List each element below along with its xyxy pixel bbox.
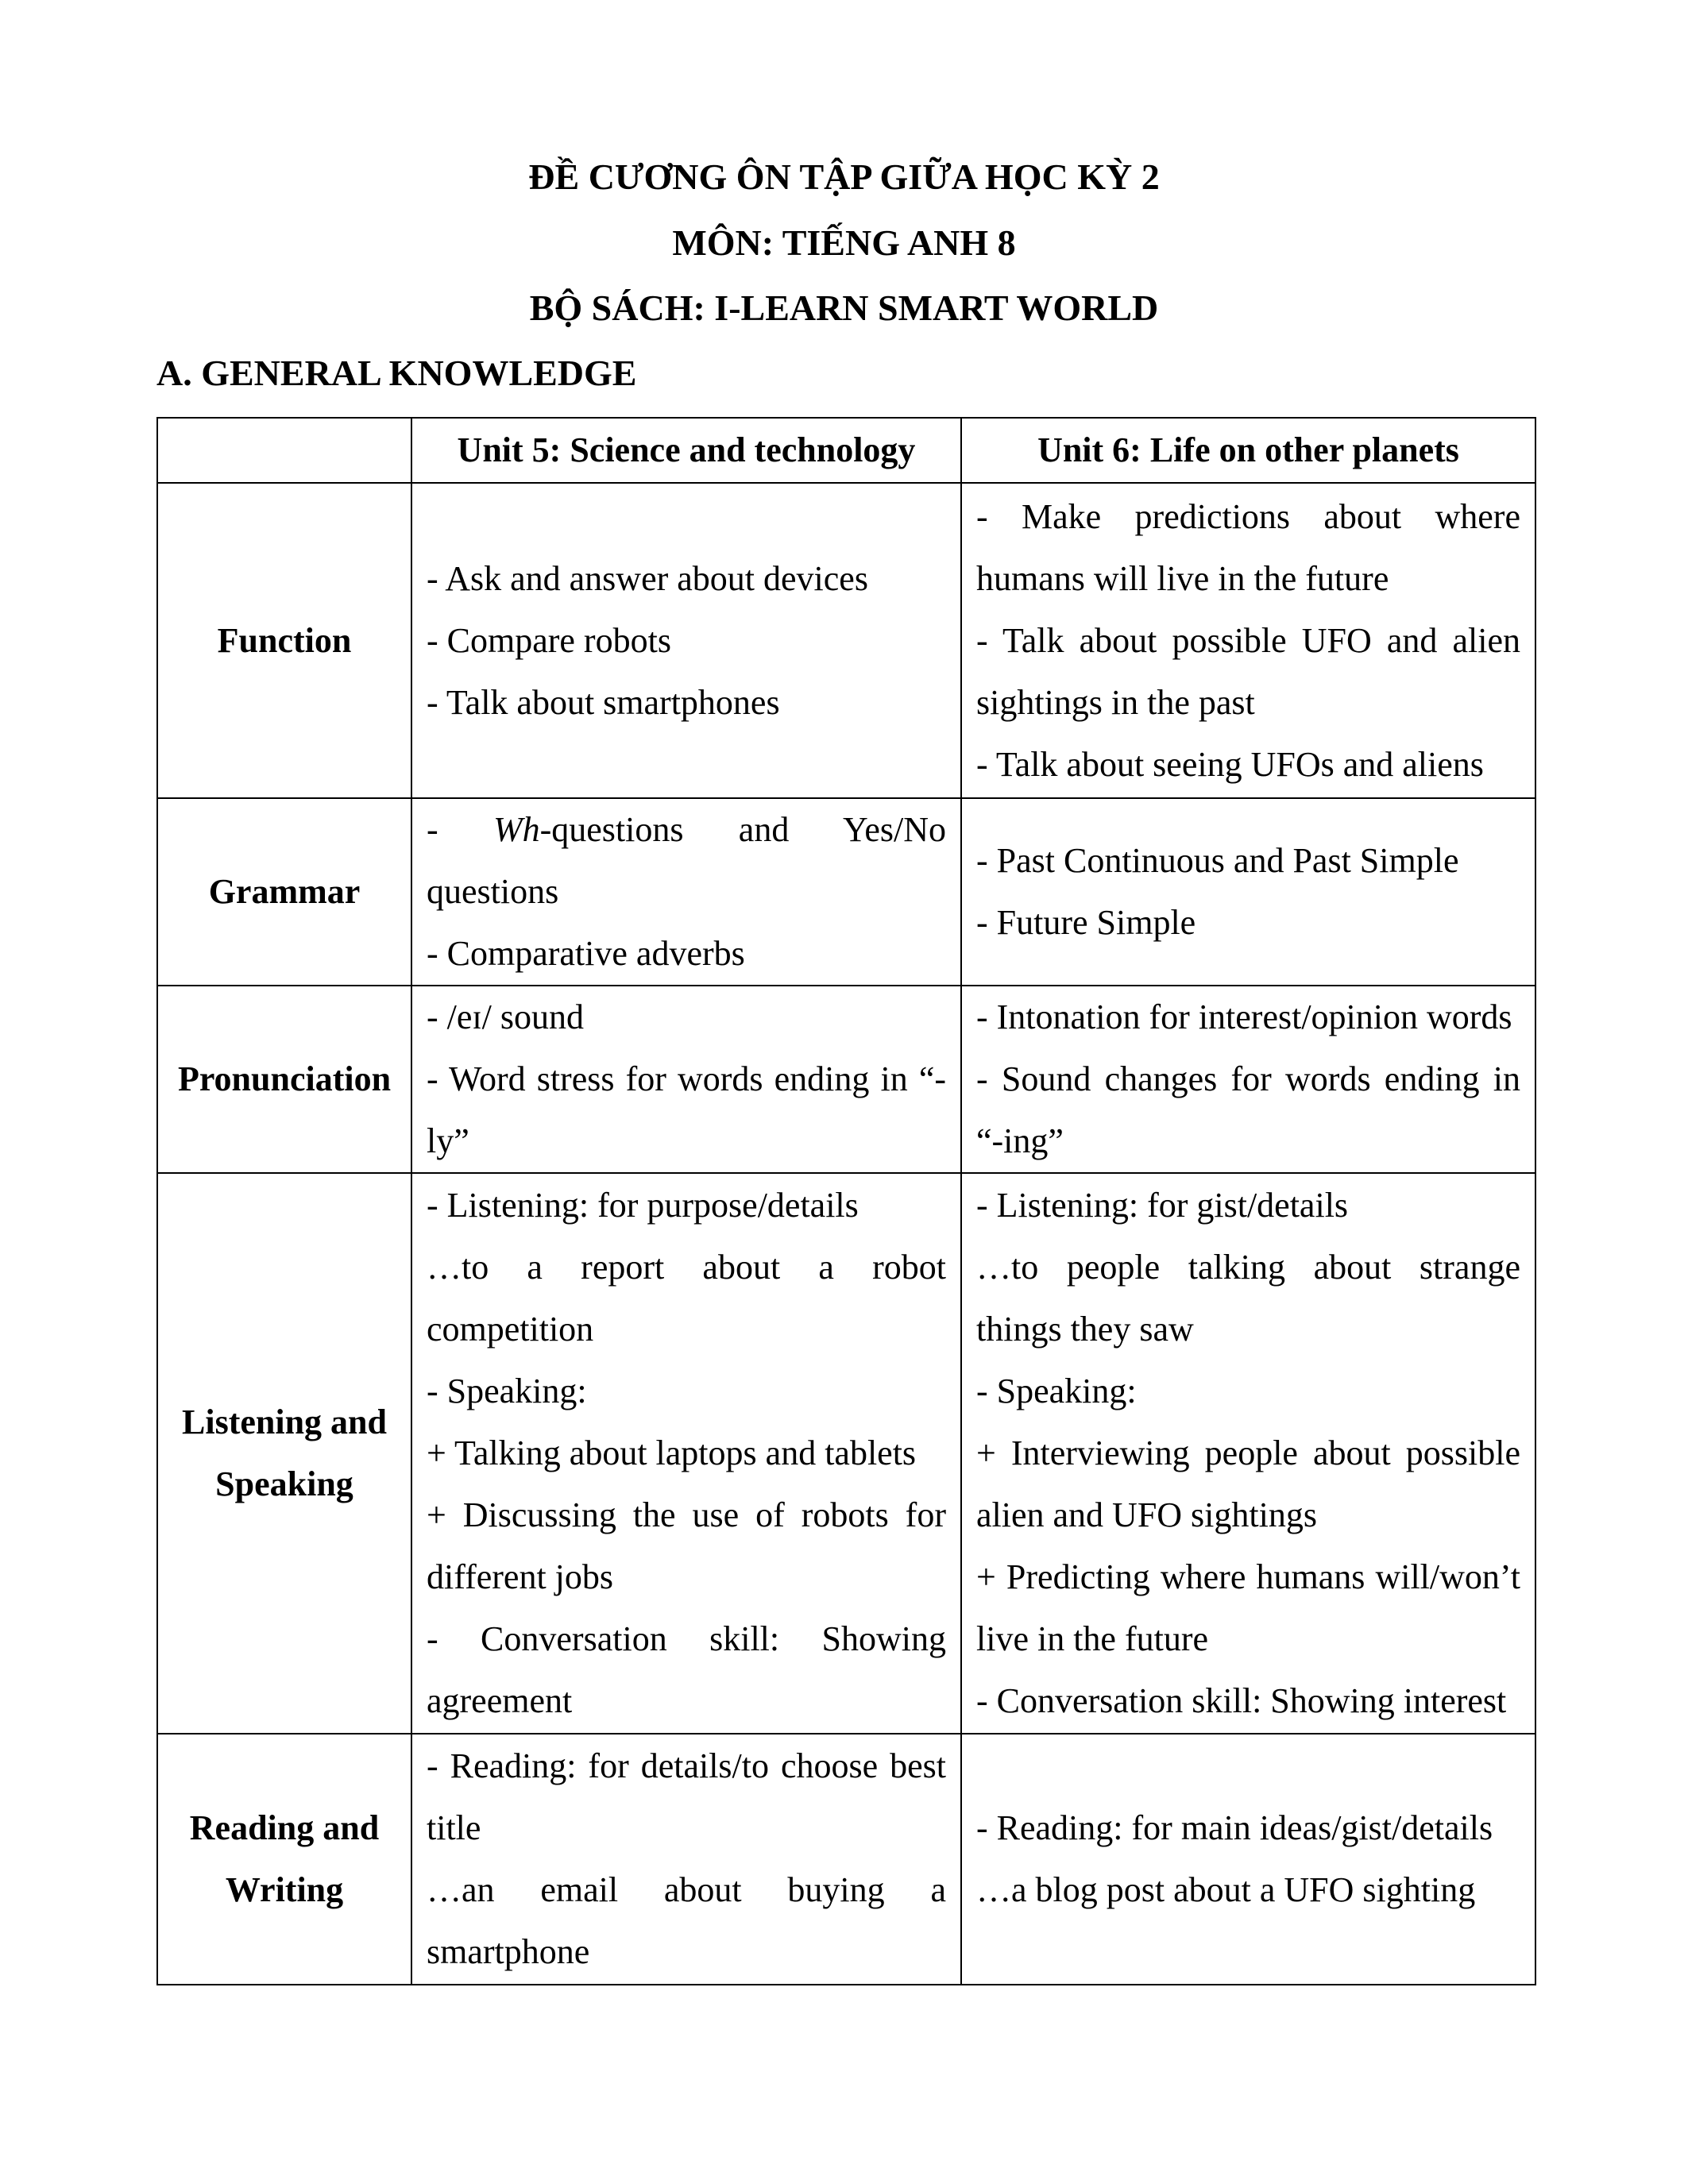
- cell-line: - Compare robots: [427, 620, 671, 660]
- cell-line: - Talk about smartphones: [427, 682, 780, 722]
- grammar-item-comparative: - Comparative adverbs: [427, 934, 745, 973]
- header-cell-empty: [157, 418, 411, 483]
- row-label-pronunciation: Pronunciation: [157, 986, 411, 1173]
- row-label-listening-speaking: Listening and Speaking: [157, 1173, 411, 1734]
- cell-unit5-listening-speaking: [411, 1173, 961, 1734]
- row-label-reading-writing: Reading and Writing: [157, 1734, 411, 1985]
- cell-unit5-pronunciation: [411, 986, 961, 1173]
- cell-line: - Listening: for gist/details: [976, 1186, 1349, 1225]
- cell-unit5-grammar: [411, 798, 961, 986]
- bullet-dash: -: [427, 810, 493, 849]
- cell-unit5-function: [411, 483, 961, 798]
- table-row: [157, 483, 1535, 798]
- table-row: [157, 1173, 1535, 1734]
- cell-line: - Speaking:: [427, 1372, 587, 1410]
- cell-line: - Talk about seeing UFOs and aliens: [976, 744, 1484, 784]
- header-cell-unit5: Unit 5: Science and technology: [411, 418, 961, 483]
- cell-line: - Word stress for words ending in “-ly”: [427, 1059, 946, 1160]
- cell-unit6-grammar: [961, 798, 1535, 986]
- row-label-grammar: Grammar: [157, 798, 411, 986]
- cell-line: - Reading: for details/to choose best title: [427, 1746, 946, 1847]
- cell-line: …to a report about a robot competition: [427, 1248, 946, 1349]
- italic-wh: Wh: [492, 810, 540, 849]
- cell-line: - Conversation skill: Showing agreement: [427, 1619, 946, 1720]
- cell-line: - Listening: for purpose/details: [427, 1186, 859, 1225]
- cell-line: - Past Continuous and Past Simple: [976, 841, 1459, 880]
- cell-line: - Reading: for main ideas/gist/details: [976, 1808, 1493, 1847]
- cell-line: + Predicting where humans will/won’t live in the future: [976, 1557, 1520, 1658]
- cell-unit5-reading-writing: [411, 1734, 961, 1985]
- textbook-line: BỘ SÁCH: I-LEARN SMART WORLD: [529, 287, 1159, 328]
- subject-line: MÔN: TIẾNG ANH 8: [672, 222, 1016, 263]
- general-knowledge-table: [156, 417, 1536, 1985]
- cell-line: - /eɪ/ sound: [427, 997, 584, 1036]
- table-header-row: [157, 418, 1535, 483]
- cell-line: - Conversation skill: Showing interest: [976, 1681, 1507, 1720]
- cell-line: - Ask and answer about devices: [427, 558, 868, 598]
- cell-line: …to people talking about strange things they saw: [976, 1248, 1520, 1349]
- table-row: [157, 798, 1535, 986]
- cell-unit6-pronunciation: [961, 986, 1535, 1173]
- cell-unit6-function: [961, 483, 1535, 798]
- cell-unit6-reading-writing: [961, 1734, 1535, 1985]
- section-title: A. GENERAL KNOWLEDGE: [156, 353, 637, 393]
- grammar-item-questions: [427, 799, 946, 923]
- cell-line: + Discussing the use of robots for different jobs: [427, 1495, 946, 1596]
- cell-line: …a blog post about a UFO sighting: [976, 1870, 1476, 1909]
- document-title: ĐỀ CƯƠNG ÔN TẬP GIỮA HỌC KỲ 2: [528, 156, 1160, 197]
- cell-line: - Speaking:: [976, 1372, 1137, 1410]
- cell-line: - Future Simple: [976, 903, 1196, 942]
- cell-line: - Sound changes for words ending in “-ing”: [976, 1059, 1520, 1160]
- table-row: [157, 986, 1535, 1173]
- table-row: [157, 1734, 1535, 1985]
- grammar-item-questions-text: -questions and Yes/No questions: [427, 810, 946, 911]
- cell-unit6-listening-speaking: [961, 1173, 1535, 1734]
- cell-line: …an email about buying a smartphone: [427, 1870, 946, 1971]
- cell-line: - Intonation for interest/opinion words: [976, 997, 1512, 1036]
- cell-line: - Make predictions about where humans will live in the future: [976, 496, 1520, 598]
- cell-line: + Interviewing people about possible alien and UFO sightings: [976, 1433, 1520, 1534]
- header-cell-unit6: Unit 6: Life on other planets: [961, 418, 1535, 483]
- cell-line: + Talking about laptops and tablets: [427, 1433, 917, 1472]
- cell-line: - Talk about possible UFO and alien sightings in the past: [976, 620, 1520, 722]
- row-label-function: Function: [157, 483, 411, 798]
